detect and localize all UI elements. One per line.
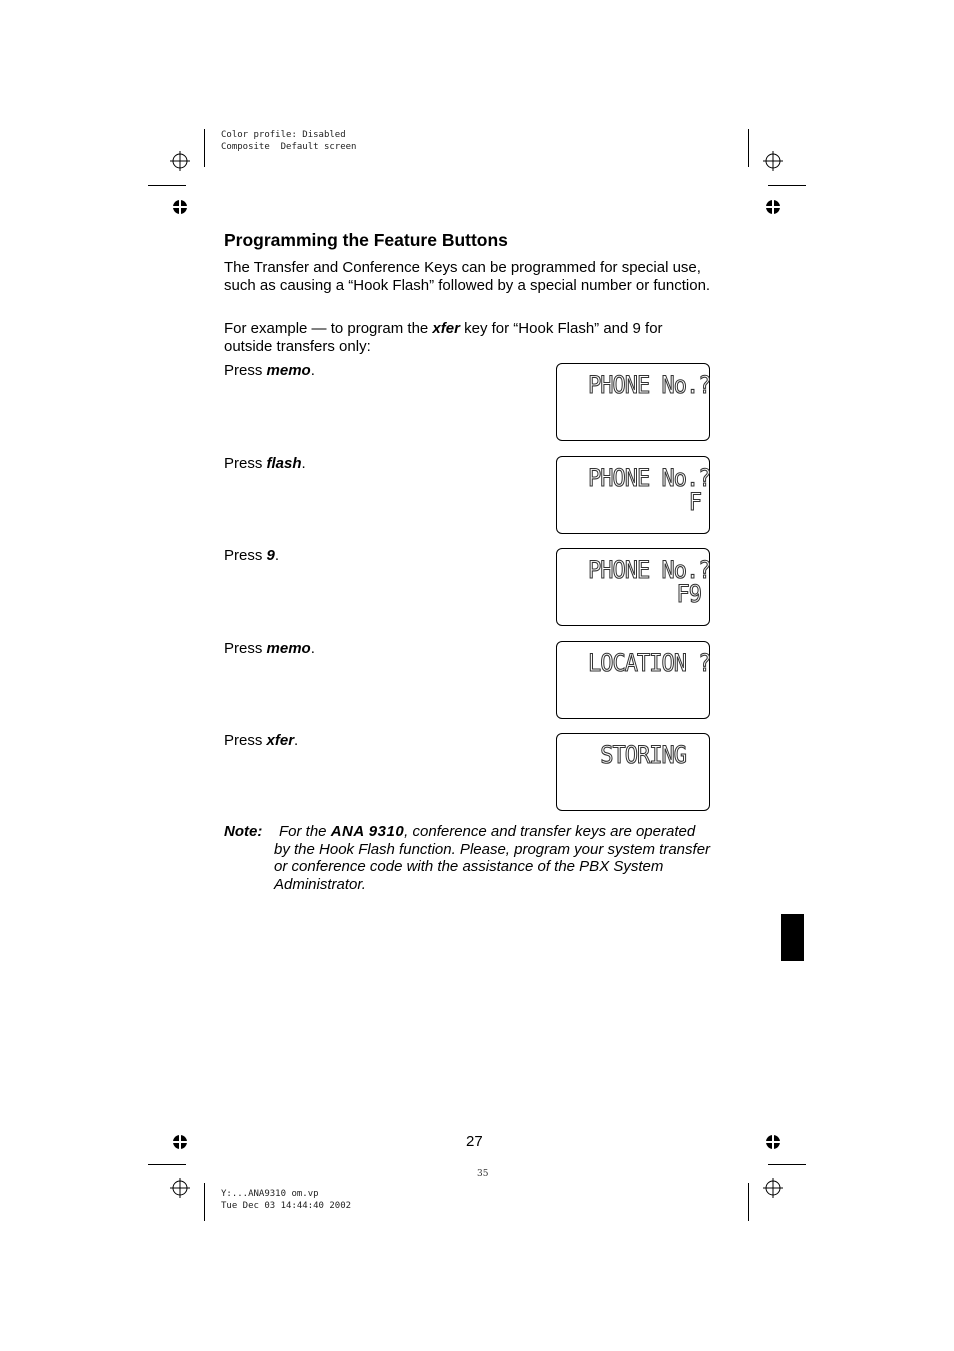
print-info-bottom-2: Tue Dec 03 14:44:40 2002 (221, 1201, 352, 1211)
registration-mark-icon (170, 1178, 190, 1198)
registration-mark-icon (763, 151, 783, 171)
key-name: memo (266, 640, 311, 657)
example-paragraph: For example — to program the xfer key for “Hook Flash” and 9 for outside transfers only: (224, 320, 663, 355)
lcd-display (556, 456, 710, 534)
step-instruction: Press memo. (224, 640, 315, 657)
lcd-line-1: PHONE No.? (588, 465, 711, 493)
section-title: Programming the Feature Buttons (224, 230, 508, 250)
lcd-display (556, 548, 710, 626)
registration-mark-icon (170, 151, 190, 171)
key-name: 9 (266, 547, 275, 564)
print-info-top-1: Color profile: Disabled (221, 130, 346, 140)
registration-mark-icon (763, 1178, 783, 1198)
registration-dot-icon (766, 200, 780, 214)
lcd-line-1: STORING (588, 742, 686, 770)
crop-mark (748, 129, 749, 167)
lcd-line-2: F9 (676, 581, 701, 609)
crop-mark (148, 1164, 186, 1165)
crop-mark (748, 1183, 749, 1221)
section-tab (781, 914, 804, 961)
print-info-bottom-1: Y:...ANA9310 om.vp (221, 1189, 319, 1199)
key-name: xfer (266, 732, 295, 749)
step-instruction: Press 9. (224, 547, 280, 564)
step-instruction: Press memo. (224, 362, 315, 379)
registration-dot-icon (766, 1135, 780, 1149)
lcd-line-2: F (688, 489, 701, 517)
intro-paragraph: The Transfer and Conference Keys can be programmed for special use, such as causing a “Hook Flash” followed by a special number or function. (224, 259, 711, 294)
key-name: xfer (432, 320, 460, 337)
crop-mark (204, 129, 205, 167)
registration-dot-icon (173, 1135, 187, 1149)
note-block (224, 823, 724, 893)
lcd-display (556, 641, 710, 719)
note-label: Note: (224, 823, 263, 840)
key-name: flash (266, 455, 302, 472)
registration-dot-icon (173, 200, 187, 214)
lcd-line-1: PHONE No.? (588, 372, 711, 400)
crop-mark (768, 1164, 806, 1165)
crop-mark (204, 1183, 205, 1221)
lcd-display (556, 733, 710, 811)
lcd-line-1: PHONE No.? (588, 557, 711, 585)
page-number: 27 (466, 1133, 483, 1150)
step-instruction: Press flash. (224, 455, 306, 472)
crop-mark (768, 185, 806, 186)
lcd-line-1: LOCATION ? (588, 650, 711, 678)
step-instruction: Press xfer. (224, 732, 299, 749)
key-name: memo (266, 362, 311, 379)
crop-mark (148, 185, 186, 186)
print-info-top-2: Composite Default screen (221, 142, 357, 152)
note-text: For the ANA 9310, conference and transfer keys are operated by the Hook Flash function. Please, program your system transfer or conference code with the assistance of the PBX System Administrator. (274, 823, 711, 893)
model-name: ANA 9310 (330, 823, 405, 840)
lcd-display (556, 363, 710, 441)
sheet-number: 35 (477, 1169, 489, 1179)
